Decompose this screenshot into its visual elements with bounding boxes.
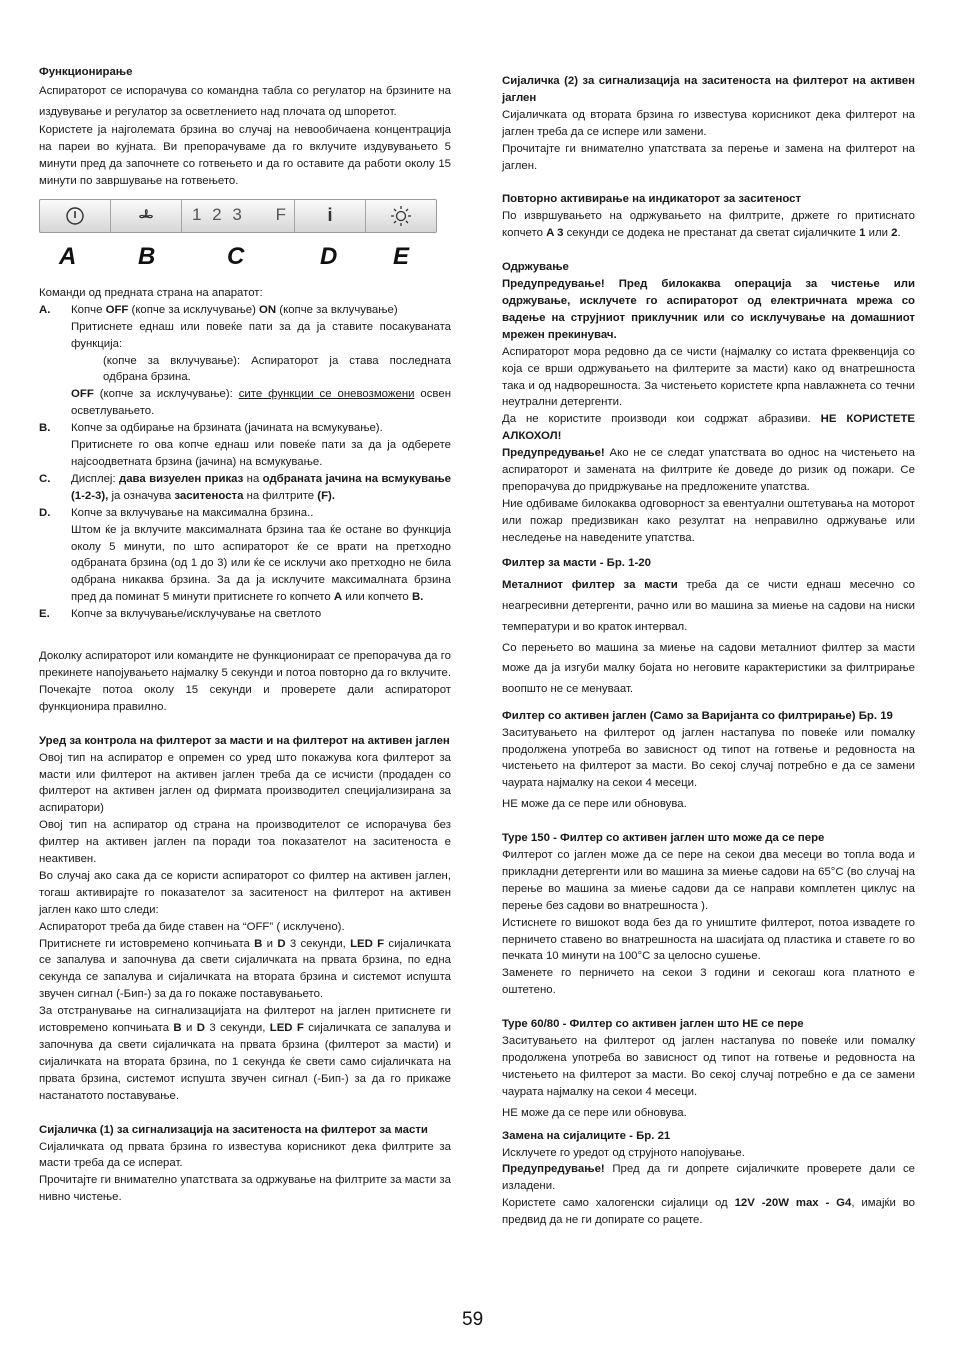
control-panel-illustration [39,199,437,275]
paragraph: Притиснете ги истовремено копчињата B и D 3 секунди, LED F сијаличката се запалува и започнува да свети сијаличката на првата брзина, по една секунда се запалува и сијаличката на втората брзина и системот испушта звучен сигнал (-Бип-) за да го покаже поставувањето. [39,937,451,1001]
control-panel-bar [39,199,437,233]
paragraph: Притиснете го ова копче еднаш или повеќе пати за да ја одберете најсоодветната брзина (јачина) на всмукување. [71,439,451,468]
power-icon [40,200,111,232]
paragraph: Аспираторот мора редовно да се чисти (најмалку со истата фреквенција со која се врши одржувањето на филтерите за масти) како од внатрешноста така и од надворешноста. За чистењето користете крпа навлажнета со течни неутрални детергенти. [502,345,915,409]
paragraph: Притиснете еднаш или повеќе пати за да ја ставите посакуваната функција: [71,320,451,350]
panel-letter-c: C [227,242,245,270]
paragraph: Истиснете го вишокот вода без да го уништите филтерот, потоа извадете го перничето ставено во внатрешноста на шасијата од пластика и ставете го во печката 10 минути на 100°C за целосно сушење. [502,916,915,963]
paragraph: OFF (копче за исклучување): сите функции се оневозможени освен осветлувањето. [71,388,451,418]
command-e: E. Копче за вклучување/исклучување на светлото [39,608,322,621]
command-a: A. Копче OFF (копче за исклучување) ON (копче за вклучување) [39,303,398,316]
paragraph: Аспираторот се испорачува со командна табла со регулатор на брзините на издувување и регулатор за осветлението над плочата од шпоретот. [39,84,451,118]
panel-letter-e: E [393,242,410,270]
paragraph: Овој тип на аспиратор е опремен со уред што покажува кога филтерот за масти или филтерот на активен јаглен треба да се исчисти (продаден со филтерот на активен јаглен од фирмата производител специјализирана за аспиратори) [39,751,451,815]
paragraph: За отстранување на сигнализацијата на филтерот на јаглен притиснете ги истовремено копчињата B и D 3 секунди, LED F сијаличката се запалува и започнува да свети сијаличката на првата брзина (филтерот за масти) и сијаличката на втората брзина, по 1 секунда ќе свети само сијаличката на првата брзина, системот испушта звучен сигнал (-Бип-) за да го прикаже настанатото поставување. [39,1005,451,1102]
paragraph: Заситувањето на филтерот од јаглен настапува по повеќе или помалку продолжена употреба во зависност од типот на готвење и редовноста на чистењето на филтерот за масти. Во секој случај потребно е да се замени чаурата најмалку на секои 4 месеци. [502,1035,915,1098]
command-c: C. Дисплеј: дава визуелен приказ на одбраната јачина на всмукување (1-2-3), ја означува заситеноста на филтрите (F). [39,472,451,502]
command-d: D. Копче за вклучување на максимална брзина.. [39,506,314,519]
panel-letter-a: A [59,242,77,270]
section-title-carbon-filter: Филтер со активен јаглен (Само за Варијанта со филтрирање) Бр. 19 [502,709,893,722]
speed-digits: 1 2 3 [192,205,245,225]
command-b: B. Копче за одбирање на брзината (јачината на всмукување). [39,422,383,435]
paragraph: НЕ може да се пере или обновува. [502,798,687,811]
light-icon [366,200,436,232]
paragraph: Аспираторот треба да биде ставен на “OFF” ( исклучено). [39,920,345,933]
section-title-type-150: Type 150 - Филтер со активен јаглен што може да се пере [502,832,825,845]
paragraph: Команди од предната страна на апаратот: [39,286,263,299]
section-title-reactivation: Повторно активирање на индикаторот за заситеност [502,193,802,206]
boost-icon: i [295,200,366,232]
paragraph: Сијаличката од првата брзина го известува корисникот дека филтрите за масти треба да се исперат. [39,1140,451,1170]
fan-icon [111,200,182,232]
panel-letter-b: B [138,242,156,270]
paragraph: Користете ја најголемата брзина во случај на невообичаена концентрација на пареи во кујната. Ви препорачуваме да го вклучите издувувањето 5 минути пред да започнете со готвењето и да го оставите да работи околу 15 минути по завршување на готвењето. [39,124,451,188]
paragraph: По извршувањето на одржувањето на филтрите, држете го притиснато копчето A 3 секунди се додека не престанат да светат сијаличките 1 или 2. [502,210,915,240]
paragraph: Ние одбиваме билокаква одговорност за евентуални оштетувања на моторот или пожар предизвикан како резултат на неправилно одржување или неследење на наведените упатства. [502,497,915,544]
section-title-filter-device: Уред за контрола на филтерот за масти и на филтерот на активен јаглен [39,734,450,747]
paragraph: Предупредување! Ако не се следат упатствата во однос на чистењето на аспираторот и замената на филтрите ќе доведе до ризик од пожари. Се препорачува до придржување на предложените упатства. [502,447,915,493]
section-title-lamp-2: Сијаличка (2) за сигнализација на заситеноста на филтерот на активен јаглен [502,75,915,104]
paragraph: Во случај ако сака да се користи аспираторот со филтер на активен јаглен, тогаш активирајте го показателот за заситеност на филтерот на активен јаглен како што следи: [39,869,451,916]
section-title-grease-filter: Филтер за масти - Бр. 1-20 [502,556,651,569]
section-title-lamp-1: Сијаличка (1) за сигнализација на заситеноста на филтерот за масти [39,1123,428,1136]
paragraph: Доколку аспираторот или командите не функционираат се препорачува да го прекинете напојувањето најмалку 5 секунди и потоа повторно да го вклучите. Почекајте потоа околу 15 секунди и проверете дали аспираторот функционира правилно. [39,650,451,713]
section-title-bulb-replacement: Замена на сијалиците - Бр. 21 [502,1129,671,1142]
paragraph: Користете само халогенски сијалици од 12V -20W max - G4, имајќи во предвид да не ги допирате со рацете. [502,1197,915,1227]
right-column [502,73,915,1229]
page-number: 59 [462,1309,484,1330]
section-title-maintenance: Одржување [502,261,569,274]
paragraph: Сијаличката од втората брзина го известува корисникот дека филтерот на јаглен треба да се испере или замени. [502,108,915,138]
paragraph: Металниот филтер за масти треба да се чисти еднаш месечно со неагресивни детергенти, рачно или во машина за миење на садови на ниски температури и во краток интервал. [502,579,916,633]
paragraph: Штом ќе ја вклучите максималната брзина таа ќе остане во функција околу 5 минути, по што аспираторот ќе се врати на претходно одбраната брзина (од 1 до 3) или ќе се исклучи ако претходно не била одбрана никаква брзина. За да ја исклучите максималната брзина пред да поминат 5 минути притиснете го копчето A или копчето B. [71,523,451,604]
paragraph: Прочитајте ги внимателно упатствата за одржување на филтрите за масти за нивно чистење. [39,1174,451,1204]
paragraph: Филтерот со јаглен може да се пере на секои два месеци во топла вода и прикладни детергенти или во машина за миење садови на 65°C (во случај на перење во машина за миење садови да се направи комплетен циклус на перење без садови во внатрешноста ). [502,849,915,912]
paragraph: НЕ може да се пере или обновува. [502,1106,687,1119]
paragraph: Заситувањето на филтерот од јаглен настапува по повеќе или помалку продолжена употреба во зависност од типот на готвење и редовноста на чистењето на филтерот за масти. Во секој случај потребно е да се замени чаурата најмалку на секои 4 месеци. [502,726,915,790]
paragraph: Да не користите производи кои содржат абразиви. НЕ КОРИСТЕТЕ АЛКОХОЛ! [502,413,916,443]
warning-paragraph: Предупредување! Пред билокаква операција за чистење или одржување, исклучете го аспираторот од електричната мрежа со вадење на струјниот приклучник или со исклучување на домашниот мрежен прекинувач. [502,278,915,341]
speed-display-icon [182,200,295,232]
paragraph: Заменете го перничето на секои 3 години и секогаш кога платното е оштетено. [502,967,915,997]
left-column [39,64,451,1206]
panel-letter-d: D [320,242,338,270]
paragraph: Со перењето во машина за миење на садови металниот филтер за масти може да ја изгуби малку бојата но неговите карактеристики за филтрирање воопшто не се менуваат. [502,641,915,695]
section-title-operation: Функционирање [39,66,133,78]
paragraph: Исклучете го уредот од струјното напојување. [502,1146,745,1159]
filter-indicator: F [275,205,286,225]
paragraph: Овој тип на аспиратор од страна на производителот се испорачува без филтер на активен јаглен па поради тоа показателот на заситеноста е неактивен. [39,819,451,866]
paragraph: Предупредување! Пред да ги допрете сијаличките проверете дали се изладени. [502,1163,915,1193]
section-title-type-60-80: Type 60/80 - Филтер со активен јаглен што НЕ се пере [502,1018,804,1031]
paragraph: (копче за вклучување): Аспираторот ја става последната одбрана брзина. [103,354,451,384]
paragraph: Прочитајте ги внимателно упатствата за перење и замена на филтерот на јаглен. [502,142,915,172]
